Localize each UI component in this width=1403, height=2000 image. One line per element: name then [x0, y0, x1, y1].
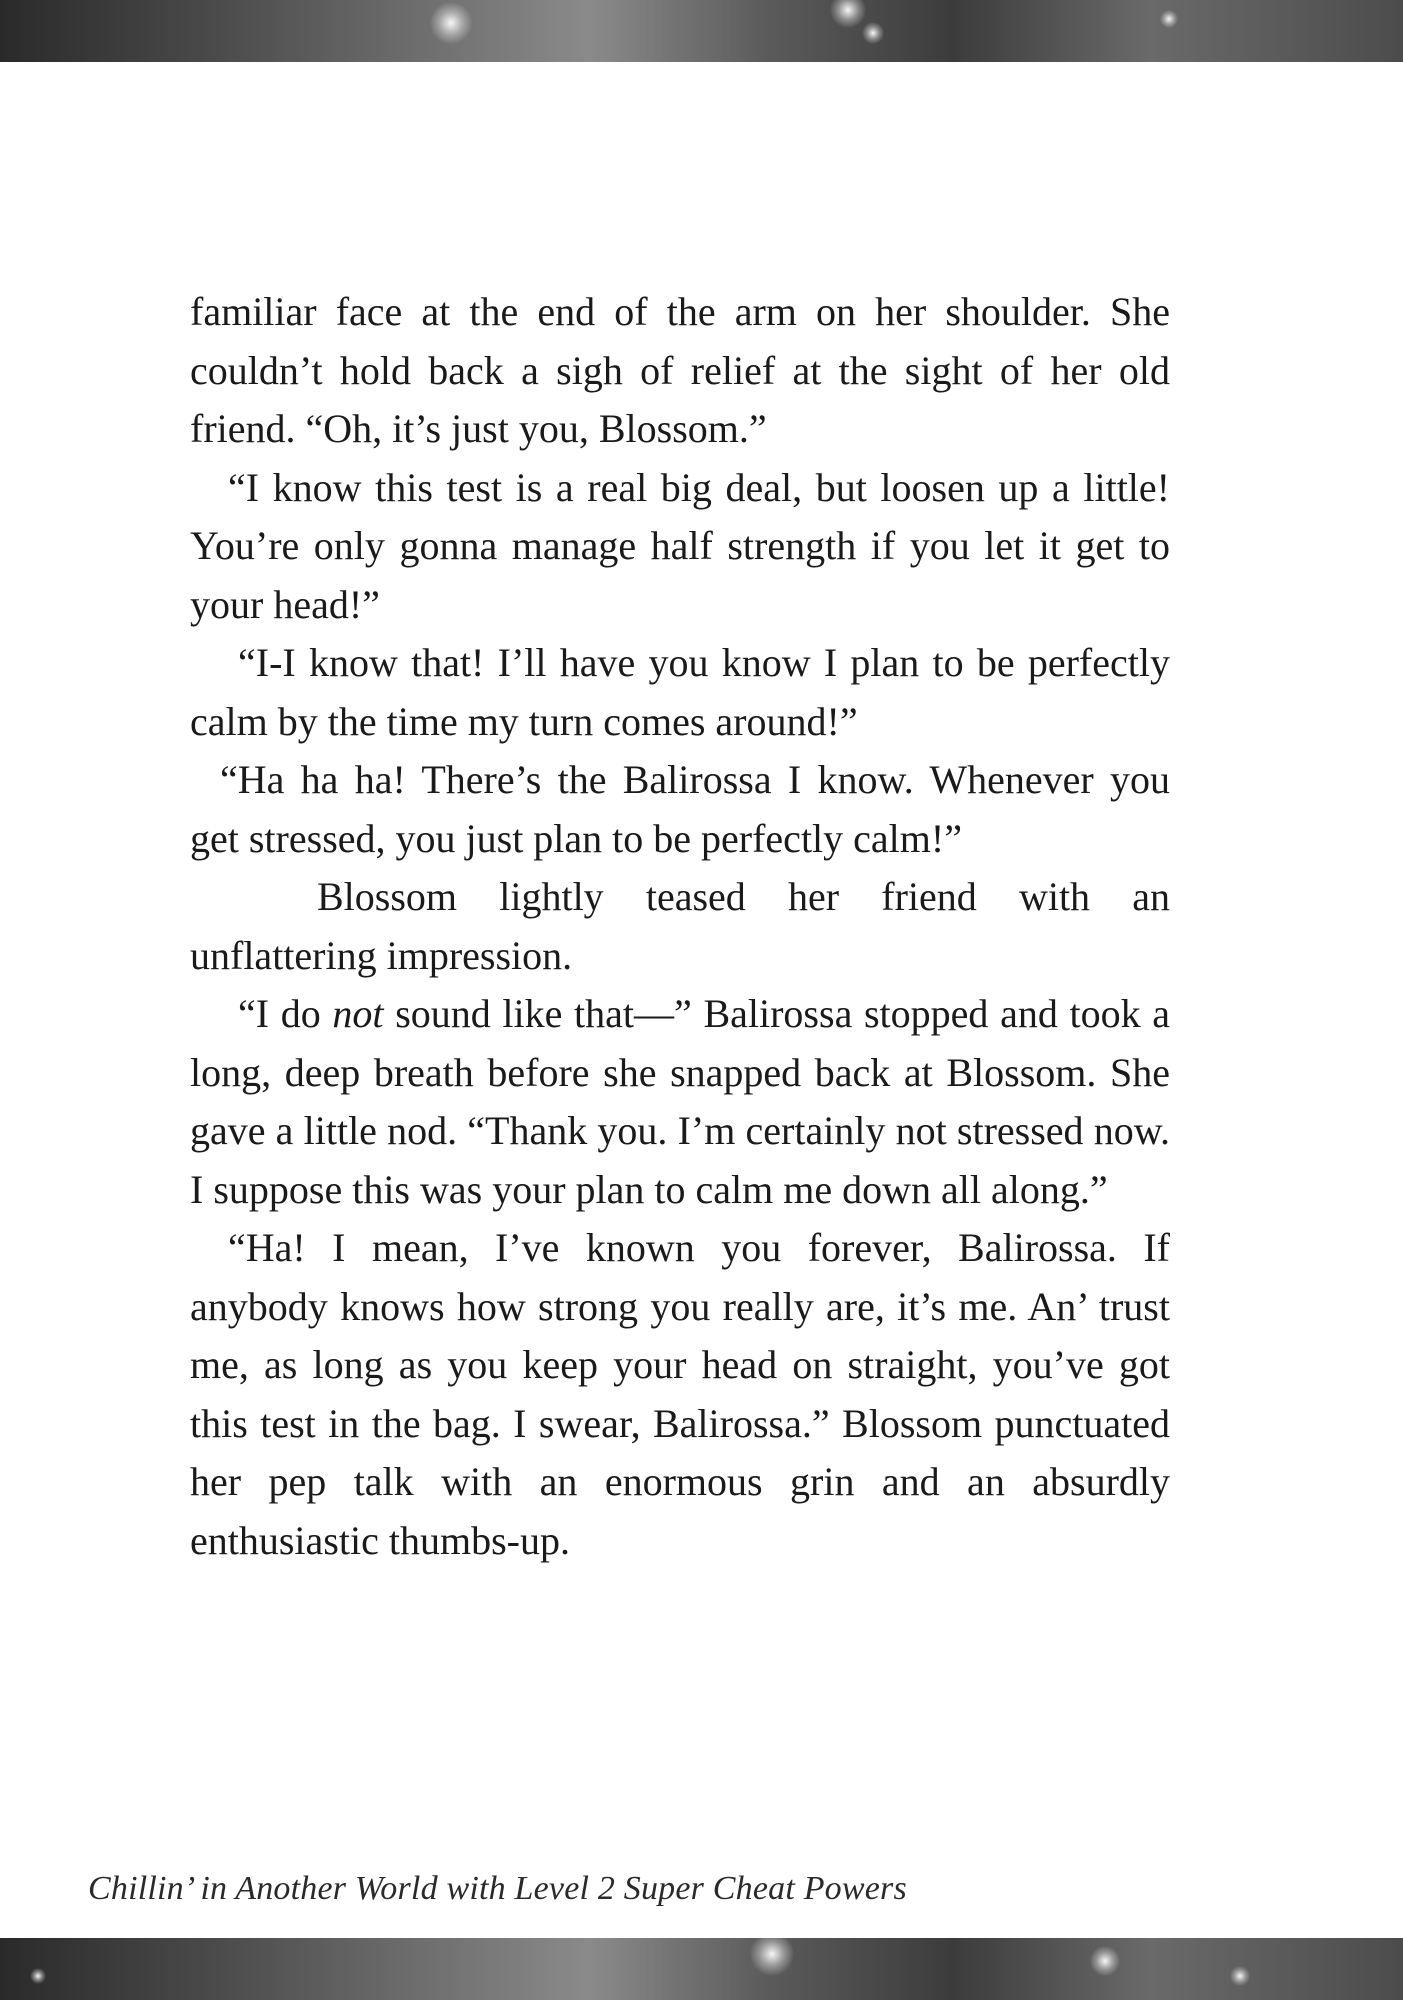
sparkle-decoration — [750, 1938, 794, 1976]
emphasized-word: not — [332, 991, 384, 1036]
paragraph-6 — [190, 985, 1170, 1219]
sparkle-decoration — [862, 22, 884, 44]
top-decorative-band — [0, 0, 1403, 62]
paragraph-1: familiar face at the end of the arm on her shoulder. She couldn’t hold back a sigh of relief at the sight of her old friend. “Oh, it’s just you, Blossom.” — [190, 289, 1170, 451]
chapter-body-text — [190, 283, 1170, 1570]
paragraph-7: “Ha! I mean, I’ve known you forever, Balirossa. If anybody knows how strong you really are, it’s me. An’ trust me, as long as you keep your head on straight, you’ve got this test in the bag. I swear, Balirossa.” Blossom punctuated her pep talk with an enormous grin and an absurdly enthusiastic thumbs-up. — [190, 1225, 1170, 1563]
sparkle-decoration — [430, 2, 472, 44]
paragraph-6-before: “I do — [238, 991, 333, 1036]
paragraph-2: “I know this test is a real big deal, but loosen up a little! You’re only gonna manage half strength if you let it get to your head!” — [190, 464, 1170, 627]
bottom-decorative-band — [0, 1938, 1403, 2000]
paragraph-3: “I-I know that! I’ll have you know I plan to be perfectly calm by the time my turn comes around!” — [190, 640, 1170, 744]
paragraph-6-after: sound like that—” Balirossa stopped and took a long, deep breath before she snapped back at Blossom. She gave a little nod. “Thank you. I’m certainly not stressed now. I suppose this was your plan to calm me down all along.” — [190, 991, 1171, 1212]
paragraph-5: Blossom lightly teased her friend with an unflattering impression. — [190, 874, 1170, 978]
paragraph-4: “Ha ha ha! There’s the Balirossa I know. Whenever you get stressed, you just plan to be perfectly calm!” — [190, 757, 1170, 861]
sparkle-decoration — [1160, 10, 1178, 28]
running-footer-book-title: Chillin’ in Another World with Level 2 Super Cheat Powers — [88, 1870, 907, 1907]
sparkle-decoration — [1090, 1946, 1120, 1976]
sparkle-decoration — [830, 0, 866, 28]
sparkle-decoration — [1230, 1966, 1250, 1986]
sparkle-decoration — [30, 1968, 46, 1984]
